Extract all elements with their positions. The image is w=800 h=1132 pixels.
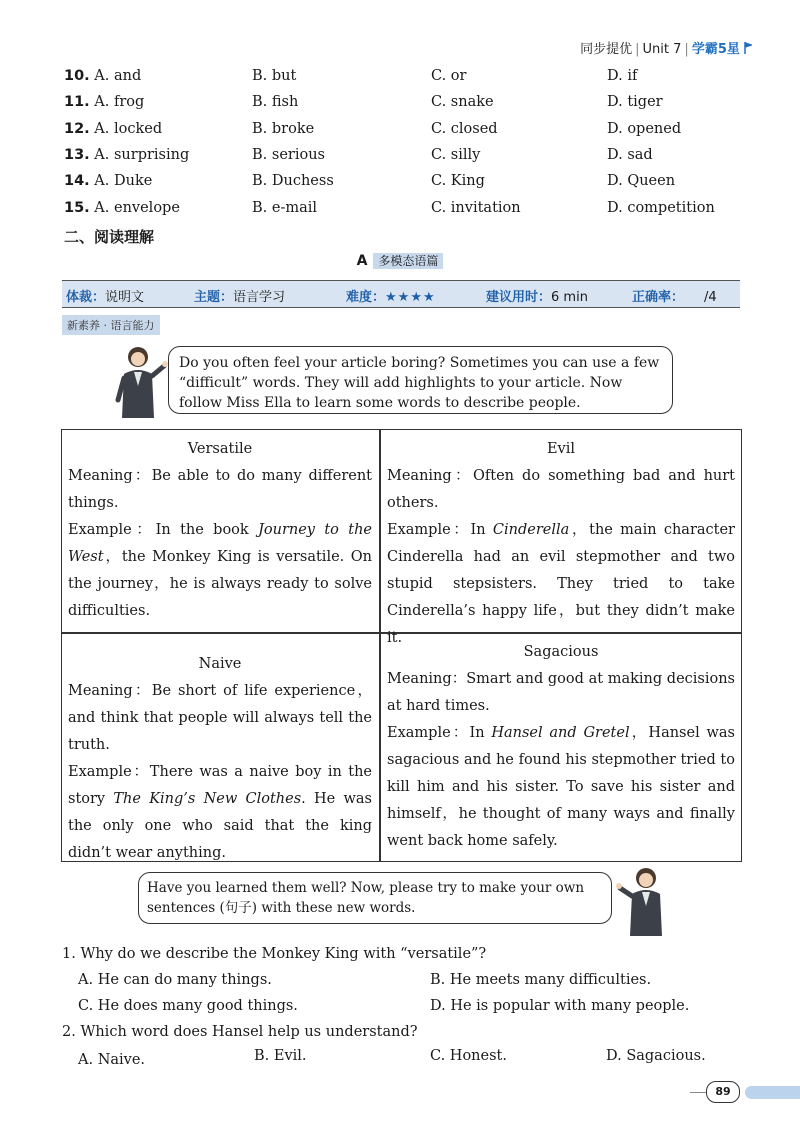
option-a: 15. A. envelope [64,200,180,216]
cell-title: Sagacious [523,644,599,660]
passage-letter: A [356,253,368,269]
speech-bubble-intro: Do you often feel your article boring? Sometimes you can use a few “difficult” words. They will add highlights to your article. Now follow Miss Ella to learn some words to describe people. [168,346,673,414]
option-b: B. e-mail [252,200,318,216]
page-header: 同步提优 | Unit 7 | 学霸5星 [580,38,752,57]
question-1: 1. Why do we describe the Monkey King with “versatile”? [62,946,487,962]
answer-option: C. Honest. [430,1048,507,1064]
info-difficulty: 难度：★★★★ [346,290,436,305]
header-unit: Unit 7 [642,42,682,57]
option-d: D. if [607,68,638,84]
info-genre: 体裁：说明文 [66,290,145,305]
option-b: B. serious [252,147,325,163]
option-d: D. competition [607,200,715,216]
option-d: D. tiger [607,94,663,110]
cell-title: Evil [546,441,576,457]
info-time: 建议用时：6 min [486,290,588,305]
option-c: C. closed [431,121,498,137]
option-a: 10. A. and [64,68,142,84]
option-c: C. snake [431,94,494,110]
passage-tag: 多模态语篇 [373,253,443,269]
cell-meaning: Meaning：Smart and good at making decisions at hard times. [387,671,735,714]
section-title: 二、阅读理解 [64,228,155,246]
flag-icon [744,42,752,54]
option-c: C. King [431,173,485,189]
page-number: 89 [706,1081,740,1103]
answer-option: B. Evil. [254,1048,307,1064]
answer-option: A. He can do many things. [78,972,272,988]
info-bar [62,280,740,308]
question-2: 2. Which word does Hansel help us understand? [62,1024,418,1040]
teacher-icon [112,344,168,422]
page-tab [745,1086,800,1099]
difficulty-stars: ★★★★ [385,290,436,305]
cell-evil [387,436,735,652]
cell-meaning: Meaning：Be short of life experience，and think that people will always tell the truth. [68,683,372,753]
header-brand: 学霸5星 [691,42,740,57]
option-b: B. fish [252,94,299,110]
cell-naive [68,651,372,867]
option-a: 14. A. Duke [64,173,153,189]
cell-example: Example：In Cinderella，the main character Cinderella had an evil stepmother and two stupid stepsisters. They tried to take Cinderella’s happy life，but they didn’t make it. [387,522,735,646]
option-a: 11. A. frog [64,94,145,110]
option-b: B. Duchess [252,173,334,189]
cell-sagacious [387,639,735,855]
teacher-icon [616,866,672,938]
cell-meaning: Meaning：Be able to do many different things. [68,468,372,511]
option-a: 13. A. surprising [64,147,190,163]
cell-versatile [68,436,372,625]
literacy-badge: 新素养 · 语言能力 [62,315,160,335]
option-d: D. Queen [607,173,676,189]
cell-meaning: Meaning：Often do something bad and hurt others. [387,468,735,511]
passage-title [0,252,800,269]
cell-example: Example：In the book Journey to the West，the Monkey King is versatile. On the journey，he is always ready to solve difficulties. [68,522,372,619]
answer-option: D. Sagacious. [606,1048,706,1064]
cell-example: Example：There was a naive boy in the story The King’s New Clothes. He was the only one who said that the king didn’t wear anything. [68,764,372,861]
speech-bubble-outro: Have you learned them well? Now, please try to make your own sentences (句子) with these new words. [138,872,612,924]
answer-option: C. He does many good things. [78,998,298,1014]
option-d: D. sad [607,147,653,163]
option-b: B. but [252,68,297,84]
option-c: C. invitation [431,200,521,216]
answer-option: B. He meets many difficulties. [430,972,652,988]
table-divider [379,429,381,862]
option-c: C. silly [431,147,481,163]
answer-option: D. He is popular with many people. [430,998,690,1014]
answer-option: A. Naive. [78,1052,146,1068]
header-prefix: 同步提优 [580,42,633,57]
option-b: B. broke [252,121,315,137]
cell-title: Naive [198,656,242,672]
option-d: D. opened [607,121,682,137]
option-c: C. or [431,68,467,84]
cell-title: Versatile [187,441,253,457]
info-accuracy: 正确率： /4 [632,290,717,305]
info-topic: 主题：语言学习 [194,290,286,305]
option-a: 12. A. locked [64,121,163,137]
cell-example: Example：In Hansel and Gretel，Hansel was sagacious and he found his stepmother tried to kill him and his sister. To save his sister and himself，he thought of many ways and finally went back home safely. [387,725,735,849]
